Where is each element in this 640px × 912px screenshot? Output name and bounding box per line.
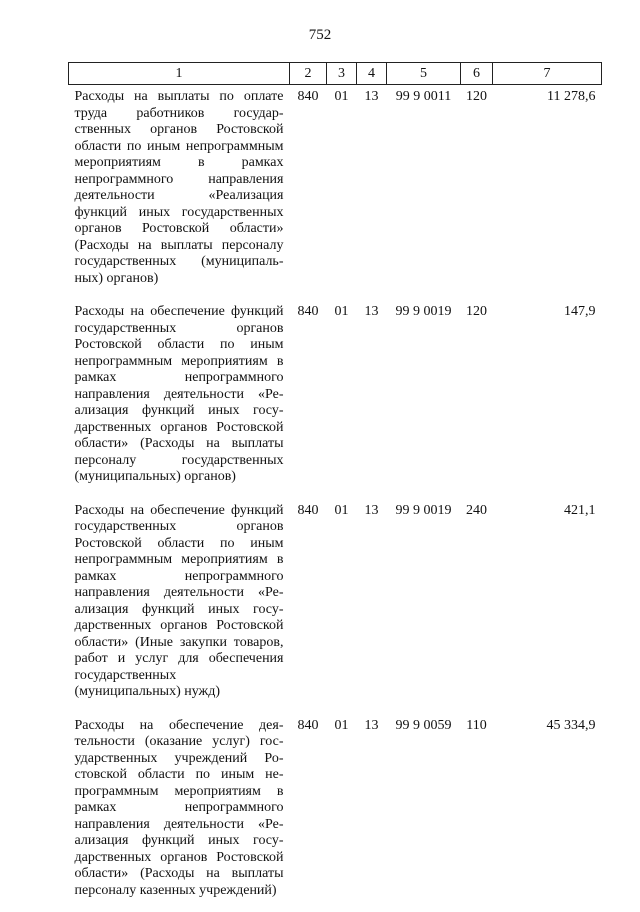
table-header [69, 63, 602, 85]
row-subsection-code: 13 [357, 499, 387, 714]
row-target-code: 99 9 0019 [387, 300, 461, 499]
row-description: Расходы на выплаты по оплате труда работников государственных органов Ростовской области по иным непрограммным мероприятиям в рамках непрограммного направления деятельности «Реализация функций иных государственных органов Ростовской области» (Расходы на выплаты персоналу государственных (муниципальных) органов) [69, 85, 290, 301]
row-section-code: 01 [327, 499, 357, 714]
row-description: Расходы на обеспечение функций государственных органов Ростовской области по иным непрограммным мероприятиям в рамках непрограммного направления деятельности «Реализация функций иных государственных органов Ростовской области» (Расходы на выплаты персоналу государственных (муниципальных) органов) [69, 300, 290, 499]
column-header-3: 3 [327, 63, 357, 85]
row-subsection-code: 13 [357, 85, 387, 301]
row-expense-type: 120 [461, 85, 493, 301]
row-target-code: 99 9 0059 [387, 714, 461, 912]
column-header-4: 4 [357, 63, 387, 85]
row-ministry-code: 840 [290, 300, 327, 499]
row-target-code: 99 9 0011 [387, 85, 461, 301]
column-header-1: 1 [69, 63, 290, 85]
row-amount: 421,1 [493, 499, 602, 714]
column-header-5: 5 [387, 63, 461, 85]
row-ministry-code: 840 [290, 499, 327, 714]
budget-table [68, 62, 602, 912]
row-subsection-code: 13 [357, 300, 387, 499]
row-section-code: 01 [327, 300, 357, 499]
column-header-2: 2 [290, 63, 327, 85]
row-subsection-code: 13 [357, 714, 387, 912]
row-amount: 45 334,9 [493, 714, 602, 912]
row-target-code: 99 9 0019 [387, 499, 461, 714]
column-header-6: 6 [461, 63, 493, 85]
column-header-7: 7 [493, 63, 602, 85]
row-section-code: 01 [327, 714, 357, 912]
table-row [69, 714, 602, 912]
table-row [69, 85, 602, 301]
row-ministry-code: 840 [290, 85, 327, 301]
row-description: Расходы на обеспечение функций государственных органов Ростовской области по иным непрограммным мероприятиям в рамках непрограммного направления деятельности «Реализация функций иных государственных органов Ростовской области» (Иные закупки товаров, работ и услуг для обеспечения государственных (муниципальных) нужд) [69, 499, 290, 714]
table-row [69, 499, 602, 714]
table-body [69, 85, 602, 912]
header-row [69, 63, 602, 85]
page-number: 752 [0, 27, 640, 44]
row-description: Расходы на обеспечение деятельности (оказание услуг) государственных учреждений Ростовской области по иным непрограммным мероприятиям в рамках непрограммного направления деятельности «Реализация функций иных государственных органов Ростовской области» (Расходы на выплаты персоналу казенных учреждений) [69, 714, 290, 912]
row-section-code: 01 [327, 85, 357, 301]
table-row [69, 300, 602, 499]
row-expense-type: 240 [461, 499, 493, 714]
row-amount: 11 278,6 [493, 85, 602, 301]
row-expense-type: 110 [461, 714, 493, 912]
row-expense-type: 120 [461, 300, 493, 499]
row-ministry-code: 840 [290, 714, 327, 912]
row-amount: 147,9 [493, 300, 602, 499]
